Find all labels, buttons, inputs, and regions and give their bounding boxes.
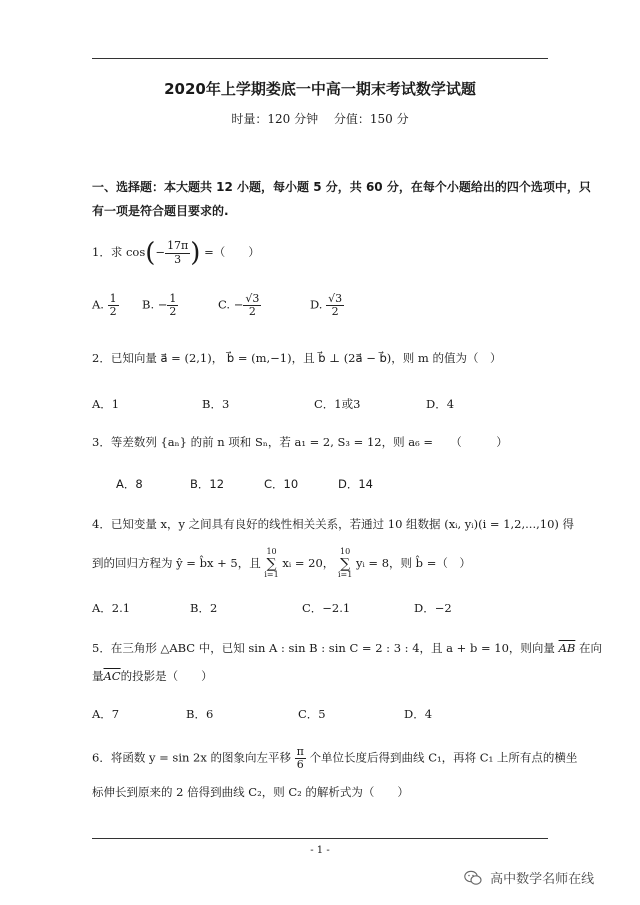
exam-time: 时量：120 分钟 xyxy=(231,112,319,126)
q1-prefix: 1．求 xyxy=(92,245,123,259)
q1-b-frac xyxy=(167,293,178,318)
q1-option-b xyxy=(142,293,178,318)
q1-c-sign: − xyxy=(233,297,244,312)
question-4-line2 xyxy=(92,548,471,580)
q4-sum-y-text: yᵢ = 8，则 b̂ =（ ） xyxy=(355,555,471,570)
q5-vector-ab: $\overline{AB}$ xyxy=(558,641,576,655)
q1-c-label: C. xyxy=(218,297,231,312)
q3-option-c: C．10 xyxy=(264,477,299,491)
q5-option-b: B．6 xyxy=(186,707,214,721)
q6-line1-pre: 6．将函数 y = sin 2x 的图象向左平移 xyxy=(92,750,292,765)
q1-b-sign: − xyxy=(157,297,168,312)
q1-c-num: √3 xyxy=(245,292,260,305)
q1-b-label: B. xyxy=(142,297,155,312)
q1-a-frac xyxy=(108,293,119,318)
q1-d-den: 2 xyxy=(331,305,339,319)
section-heading-line1: 一、选择题：本大题共 12 小题，每小题 5 分，共 60 分，在每个小题给出的四个选项中，只 xyxy=(92,180,591,194)
q4-sum-x-text: xᵢ = 20， xyxy=(282,555,335,570)
q4-sum-y: 10 ∑ i=1 xyxy=(337,547,353,579)
page-title: 2020年上学期娄底一中高一期末考试数学试题 xyxy=(164,80,476,98)
q4-option-b: B．2 xyxy=(190,601,218,615)
q1-a-den: 2 xyxy=(109,305,117,319)
q4-sum-y-top: 10 xyxy=(340,547,351,556)
q1-d-num: √3 xyxy=(328,292,343,305)
q5-line2-post: 的投影是（ ） xyxy=(120,669,213,683)
q5-line2-pre: 量 xyxy=(92,669,104,683)
watermark xyxy=(464,868,594,890)
top-rule xyxy=(92,58,548,59)
q1-b-den: 2 xyxy=(169,305,177,319)
question-3: 3．等差数列 {aₙ} 的前 n 项和 Sₙ，若 a₁ = 2, S₃ = 12，则 a₆ = （ ） xyxy=(92,435,508,449)
q1-suffix: =（ ） xyxy=(204,245,260,259)
q1-b-num: 1 xyxy=(169,292,177,305)
q1-c-frac xyxy=(243,293,261,318)
q2-option-d: D．4 xyxy=(426,397,455,411)
q4-sum-x-bot: i=1 xyxy=(264,569,279,579)
q4-sum-x: 10 ∑ i=1 xyxy=(264,547,279,579)
question-5-line2 xyxy=(92,668,213,684)
q4-line2-pre: 到的回归方程为 ŷ = b̂x + 5，且 xyxy=(92,555,261,570)
q1-d-frac xyxy=(326,293,344,318)
bottom-rule xyxy=(92,838,548,839)
question-5-line1 xyxy=(92,640,602,656)
q4-option-d: D．−2 xyxy=(414,601,452,615)
q1-c-den: 2 xyxy=(248,305,256,319)
q1-fraction xyxy=(165,240,190,265)
q1-d-label: D. xyxy=(310,297,323,312)
q6-frac-num: π xyxy=(296,745,304,758)
q1-frac-den: 3 xyxy=(174,252,182,266)
wechat-icon xyxy=(464,870,482,890)
q5-option-d: D．4 xyxy=(404,707,433,721)
q2-option-a: A．1 xyxy=(92,397,120,411)
q3-option-d: D．14 xyxy=(338,477,373,491)
q1-a-num: 1 xyxy=(109,292,117,305)
q3-option-b: B．12 xyxy=(190,477,225,491)
q5-option-a: A．7 xyxy=(92,707,120,721)
q1-option-d xyxy=(310,293,344,318)
q2-option-b: B．3 xyxy=(202,397,230,411)
q1-a-label: A. xyxy=(92,297,104,312)
question-4-line1: 4．已知变量 x，y 之间具有良好的线性相关关系，若通过 10 组数据 (xᵢ, yᵢ)(i = 1,2,...,10) 得 xyxy=(92,517,575,531)
q4-option-a: A．2.1 xyxy=(92,601,131,615)
q2-option-c: C．1或3 xyxy=(314,397,361,411)
q5-option-c: C．5 xyxy=(298,707,326,721)
exam-info xyxy=(0,110,640,127)
q1-option-c xyxy=(218,293,261,318)
question-6-line2: 标伸长到原来的 2 倍得到曲线 C₂，则 C₂ 的解析式为（ ） xyxy=(92,785,409,799)
q1-frac-num: 17π xyxy=(167,239,189,253)
q1-func: cos xyxy=(125,245,146,259)
q3-option-a: A．8 xyxy=(116,477,143,491)
question-2: 2．已知向量 a⃗ = (2,1)， b⃗ = (m,−1)，且 b⃗ ⊥ (2a⃗ − b⃗)，则 m 的值为（ ） xyxy=(92,351,502,365)
exam-score: 分值：150 分 xyxy=(333,112,409,126)
q4-sum-y-bot: i=1 xyxy=(337,569,353,579)
q4-sum-x-top: 10 xyxy=(266,547,277,556)
q4-option-c: C．−2.1 xyxy=(302,601,351,615)
q5-vector-ac: $\overline{AC}$ xyxy=(103,669,121,683)
q5-line1-post: 在向 xyxy=(579,641,602,655)
page-number: - 1 - xyxy=(310,845,330,856)
q5-line1-pre: 5．在三角形 △ABC 中，已知 sin A : sin B : sin C = 2 : 3 : 4，且 a + b = 10，则向量 xyxy=(92,641,555,655)
q6-frac-den: 6 xyxy=(296,758,304,772)
watermark-text: 高中数学名师在线 xyxy=(490,872,595,887)
q1-option-a xyxy=(92,293,119,318)
question-6-line1 xyxy=(92,746,577,771)
question-1: 1．求 cos(− $\frac{17\pi}{3}$ ) =（ ） xyxy=(92,238,260,268)
section-heading-line2: 有一项是符合题目要求的. xyxy=(92,204,229,218)
q6-line1-post: 个单位长度后得到曲线 C₁，再将 C₁ 上所有点的横坐 xyxy=(309,750,578,765)
q6-fraction xyxy=(295,746,306,771)
